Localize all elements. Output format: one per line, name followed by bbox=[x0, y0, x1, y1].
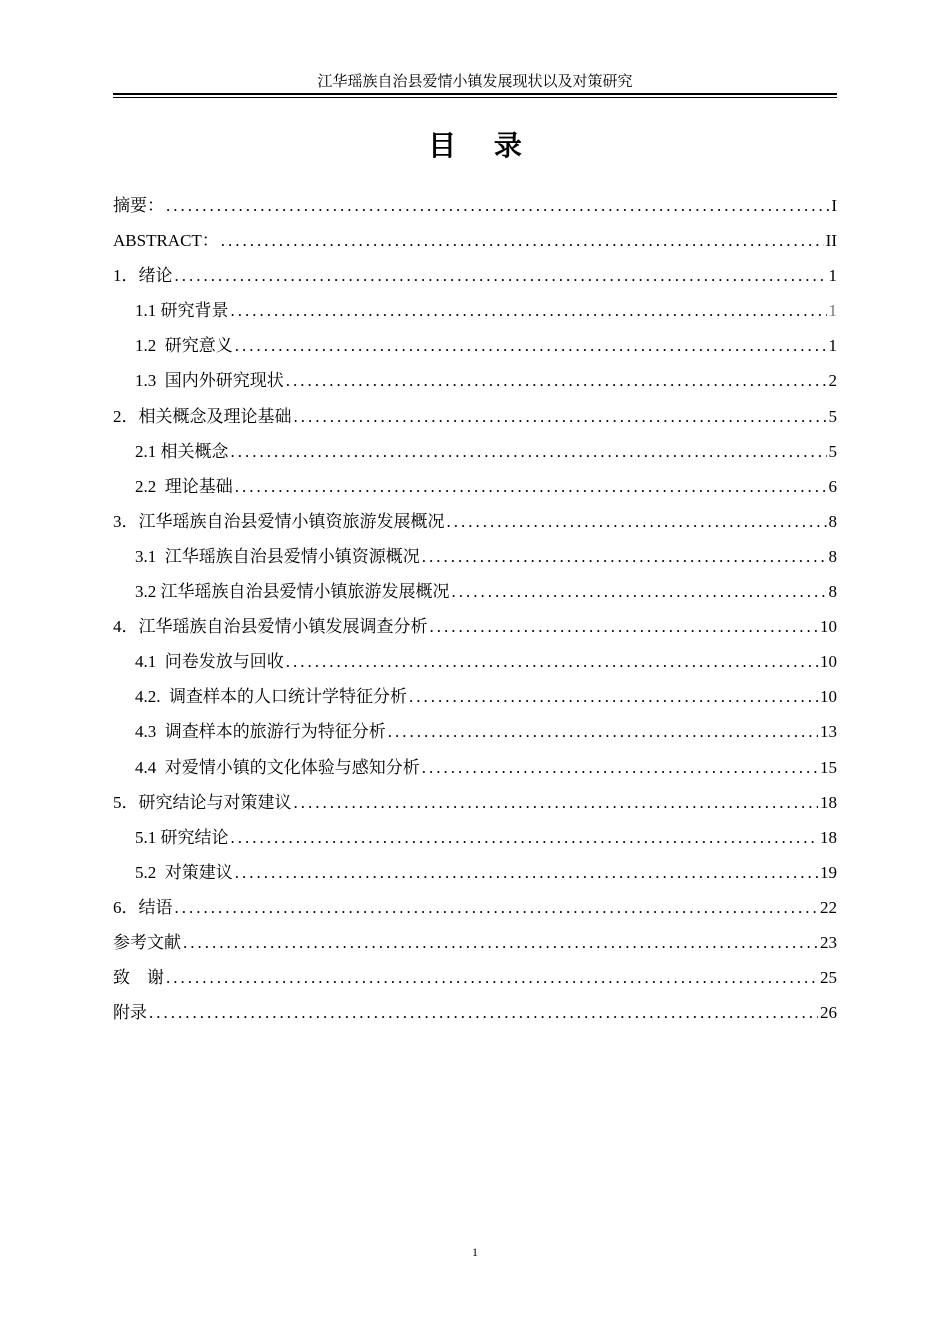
toc-entry[interactable] bbox=[113, 895, 837, 930]
toc-leader-dots bbox=[447, 509, 827, 535]
toc-entry[interactable] bbox=[113, 509, 837, 544]
toc-entry-label: 摘要： bbox=[113, 196, 164, 215]
toc-entry-page: 1 bbox=[828, 336, 837, 356]
toc-entry-page: 10 bbox=[820, 687, 837, 707]
toc-entry-label: 1.2 研究意义 bbox=[135, 336, 233, 356]
toc-entry-label: 1.3 国内外研究现状 bbox=[135, 371, 284, 391]
toc-leader-dots bbox=[235, 474, 827, 500]
toc-leader-dots bbox=[294, 404, 827, 430]
running-header: 江华瑶族自治县爱情小镇发展现状以及对策研究 bbox=[317, 74, 633, 90]
toc-entry[interactable] bbox=[113, 439, 837, 474]
toc-entry-label: 4.2. 调查样本的人口统计学特征分析 bbox=[135, 687, 407, 707]
toc-entry-page: 18 bbox=[820, 792, 837, 812]
toc-entry[interactable] bbox=[113, 298, 837, 333]
toc-entry-page: 22 bbox=[820, 897, 837, 917]
toc-title: 目 录 bbox=[428, 129, 536, 162]
toc-entry-label: 5.2 对策建议 bbox=[135, 862, 233, 882]
toc-entry-page: 8 bbox=[828, 511, 837, 531]
toc-entry[interactable] bbox=[113, 368, 837, 403]
header-rule-thick bbox=[113, 93, 837, 95]
toc-entry-label: 参考文献 bbox=[113, 932, 181, 952]
toc-entry-label: 3.1 江华瑶族自治县爱情小镇资源概况 bbox=[135, 546, 420, 566]
toc-entry-page: 8 bbox=[828, 546, 837, 566]
toc-entry-page: 23 bbox=[820, 932, 837, 952]
toc-entry-label: 4.4 对爱情小镇的文化体验与感知分析 bbox=[135, 757, 420, 777]
toc-entry-label: 4.3 调查样本的旅游行为特征分析 bbox=[135, 722, 386, 742]
toc-leader-dots bbox=[166, 965, 818, 991]
toc-entry-label: 3.2 江华瑶族自治县爱情小镇旅游发展概况 bbox=[135, 582, 450, 602]
toc-leader-dots bbox=[231, 825, 819, 851]
toc-entry-label: 附录 bbox=[113, 1003, 147, 1023]
toc-leader-dots bbox=[166, 193, 829, 219]
toc-entry-page: 18 bbox=[820, 827, 837, 847]
toc-leader-dots bbox=[430, 614, 819, 640]
toc-entry-page: 19 bbox=[820, 862, 837, 882]
toc-entry-label: 4.1 问卷发放与回收 bbox=[135, 652, 284, 672]
toc-entry-label: 2．相关概念及理论基础 bbox=[113, 406, 292, 426]
toc-entry[interactable] bbox=[113, 544, 837, 579]
toc-leader-dots bbox=[235, 860, 818, 886]
toc-entry[interactable] bbox=[113, 719, 837, 754]
toc-entry[interactable] bbox=[113, 579, 837, 614]
toc-entry[interactable] bbox=[113, 263, 837, 298]
toc-entry-label: 2.2 理论基础 bbox=[135, 476, 233, 496]
toc-entry-page: I bbox=[831, 196, 837, 215]
page-number: 1 bbox=[472, 1245, 478, 1259]
toc-entry-page: 8 bbox=[828, 582, 837, 602]
toc-entry[interactable] bbox=[113, 684, 837, 719]
toc-entry[interactable] bbox=[113, 193, 837, 228]
toc-leader-dots bbox=[231, 439, 827, 465]
toc-entry[interactable] bbox=[113, 649, 837, 684]
toc-entry-label: 1.1 研究背景 bbox=[135, 301, 229, 321]
toc-entry[interactable] bbox=[113, 474, 837, 509]
toc-leader-dots bbox=[422, 755, 818, 781]
toc-leader-dots bbox=[409, 684, 818, 710]
toc-entry-page: 10 bbox=[820, 652, 837, 672]
toc-leader-dots bbox=[286, 368, 827, 394]
toc-entry-page: 25 bbox=[820, 968, 837, 988]
toc-entry[interactable] bbox=[113, 965, 837, 1000]
toc-entry[interactable] bbox=[113, 860, 837, 895]
toc-entry-page: 26 bbox=[820, 1003, 837, 1023]
toc-entry[interactable] bbox=[113, 404, 837, 439]
toc-entry-page: 5 bbox=[828, 441, 837, 461]
toc-entry-label: 5.1 研究结论 bbox=[135, 827, 229, 847]
toc-leader-dots bbox=[183, 930, 818, 956]
toc-entry[interactable] bbox=[113, 755, 837, 790]
toc-entry-label: 2.1 相关概念 bbox=[135, 441, 229, 461]
toc-entry-label: 4．江华瑶族自治县爱情小镇发展调查分析 bbox=[113, 617, 428, 637]
toc-entry-page: 5 bbox=[828, 406, 837, 426]
toc-leader-dots bbox=[231, 298, 827, 324]
toc-entry-page: 1 bbox=[828, 301, 837, 321]
toc-entry-page: 10 bbox=[820, 617, 837, 637]
toc-entry[interactable] bbox=[113, 825, 837, 860]
toc-leader-dots bbox=[388, 719, 818, 745]
toc-entry[interactable] bbox=[113, 1000, 837, 1035]
toc-entry-label: 3．江华瑶族自治县爱情小镇资旅游发展概况 bbox=[113, 511, 445, 531]
toc-entry-page: 13 bbox=[820, 722, 837, 742]
toc-entry-page: 6 bbox=[828, 476, 837, 496]
toc-entry-label: 致 谢 bbox=[113, 968, 164, 988]
toc-entry-page: 2 bbox=[828, 371, 837, 391]
toc-entry-label: 5．研究结论与对策建议 bbox=[113, 792, 292, 812]
header-rule-thin bbox=[113, 97, 837, 98]
toc-entry-label: 6．结语 bbox=[113, 897, 173, 917]
toc-entry-page: 15 bbox=[820, 757, 837, 777]
toc-leader-dots bbox=[175, 895, 819, 921]
toc-entry-label: 1．绪论 bbox=[113, 266, 173, 286]
toc-entry[interactable] bbox=[113, 614, 837, 649]
toc-leader-dots bbox=[452, 579, 827, 605]
toc-entry[interactable] bbox=[113, 930, 837, 965]
toc-leader-dots bbox=[175, 263, 827, 289]
toc-leader-dots bbox=[235, 333, 827, 359]
toc-entry-label: ABSTRACT： bbox=[113, 231, 219, 251]
toc-leader-dots bbox=[221, 228, 824, 254]
toc-entry-page: II bbox=[825, 231, 837, 251]
toc-entry[interactable] bbox=[113, 790, 837, 825]
toc-leader-dots bbox=[149, 1000, 818, 1026]
toc-leader-dots bbox=[294, 790, 819, 816]
toc-entry[interactable] bbox=[113, 333, 837, 368]
toc-leader-dots bbox=[422, 544, 827, 570]
toc-leader-dots bbox=[286, 649, 818, 675]
table-of-contents bbox=[113, 193, 837, 1035]
toc-entry-page: 1 bbox=[828, 266, 837, 286]
toc-entry[interactable] bbox=[113, 228, 837, 263]
